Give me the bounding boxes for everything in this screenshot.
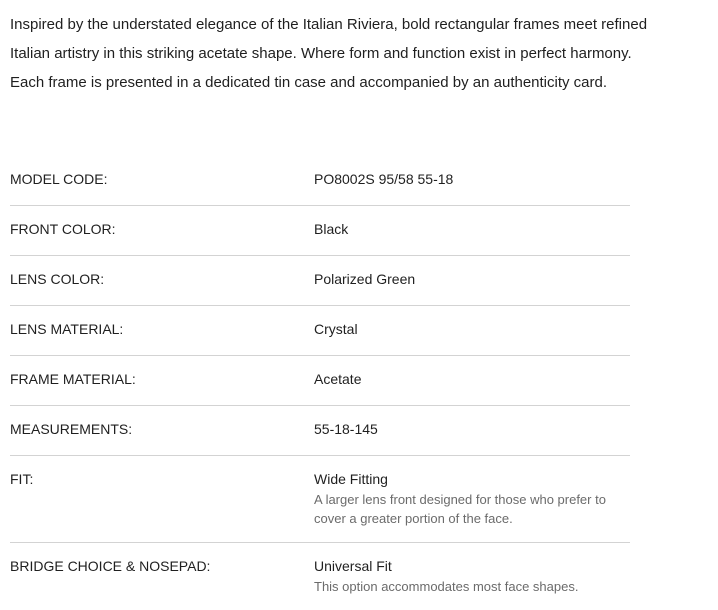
product-specs-table xyxy=(10,156,630,610)
spec-row-frame-material xyxy=(10,356,630,406)
spec-note: This option accommodates most face shapes. xyxy=(314,579,579,594)
spec-value: Wide Fitting xyxy=(314,471,388,487)
spec-label: LENS MATERIAL: xyxy=(10,321,124,337)
spec-row-bridge-choice xyxy=(10,543,630,610)
product-description: Inspired by the understated elegance of the Italian Riviera, bold rectangular frames meet refined Italian artistry in this striking acetate shape. Where form and function exist in perfect harmony. Each frame is presented in a dedicated tin case and accompanied by an authenticity card. xyxy=(10,16,648,91)
spec-row-front-color xyxy=(10,206,630,256)
spec-row-fit xyxy=(10,456,630,543)
spec-row-lens-material xyxy=(10,306,630,356)
spec-value: Polarized Green xyxy=(314,271,416,287)
spec-value: PO8002S 95/58 55-18 xyxy=(314,171,454,187)
spec-row-lens-color xyxy=(10,256,630,306)
spec-value: Black xyxy=(314,221,349,237)
spec-label: MEASUREMENTS: xyxy=(10,421,133,437)
spec-value: 55-18-145 xyxy=(314,421,378,437)
spec-label: FRONT COLOR: xyxy=(10,221,116,237)
spec-note: A larger lens front designed for those who prefer to cover a greater portion of the face. xyxy=(314,492,606,526)
spec-value: Universal Fit xyxy=(314,558,392,574)
spec-value: Acetate xyxy=(314,371,362,387)
spec-label: FIT: xyxy=(10,471,34,487)
spec-label: BRIDGE CHOICE & NOSEPAD: xyxy=(10,558,211,574)
spec-value: Crystal xyxy=(314,321,358,337)
spec-row-model-code xyxy=(10,156,630,206)
spec-row-measurements xyxy=(10,406,630,456)
spec-label: MODEL CODE: xyxy=(10,171,108,187)
spec-label: LENS COLOR: xyxy=(10,271,105,287)
spec-label: FRAME MATERIAL: xyxy=(10,371,136,387)
